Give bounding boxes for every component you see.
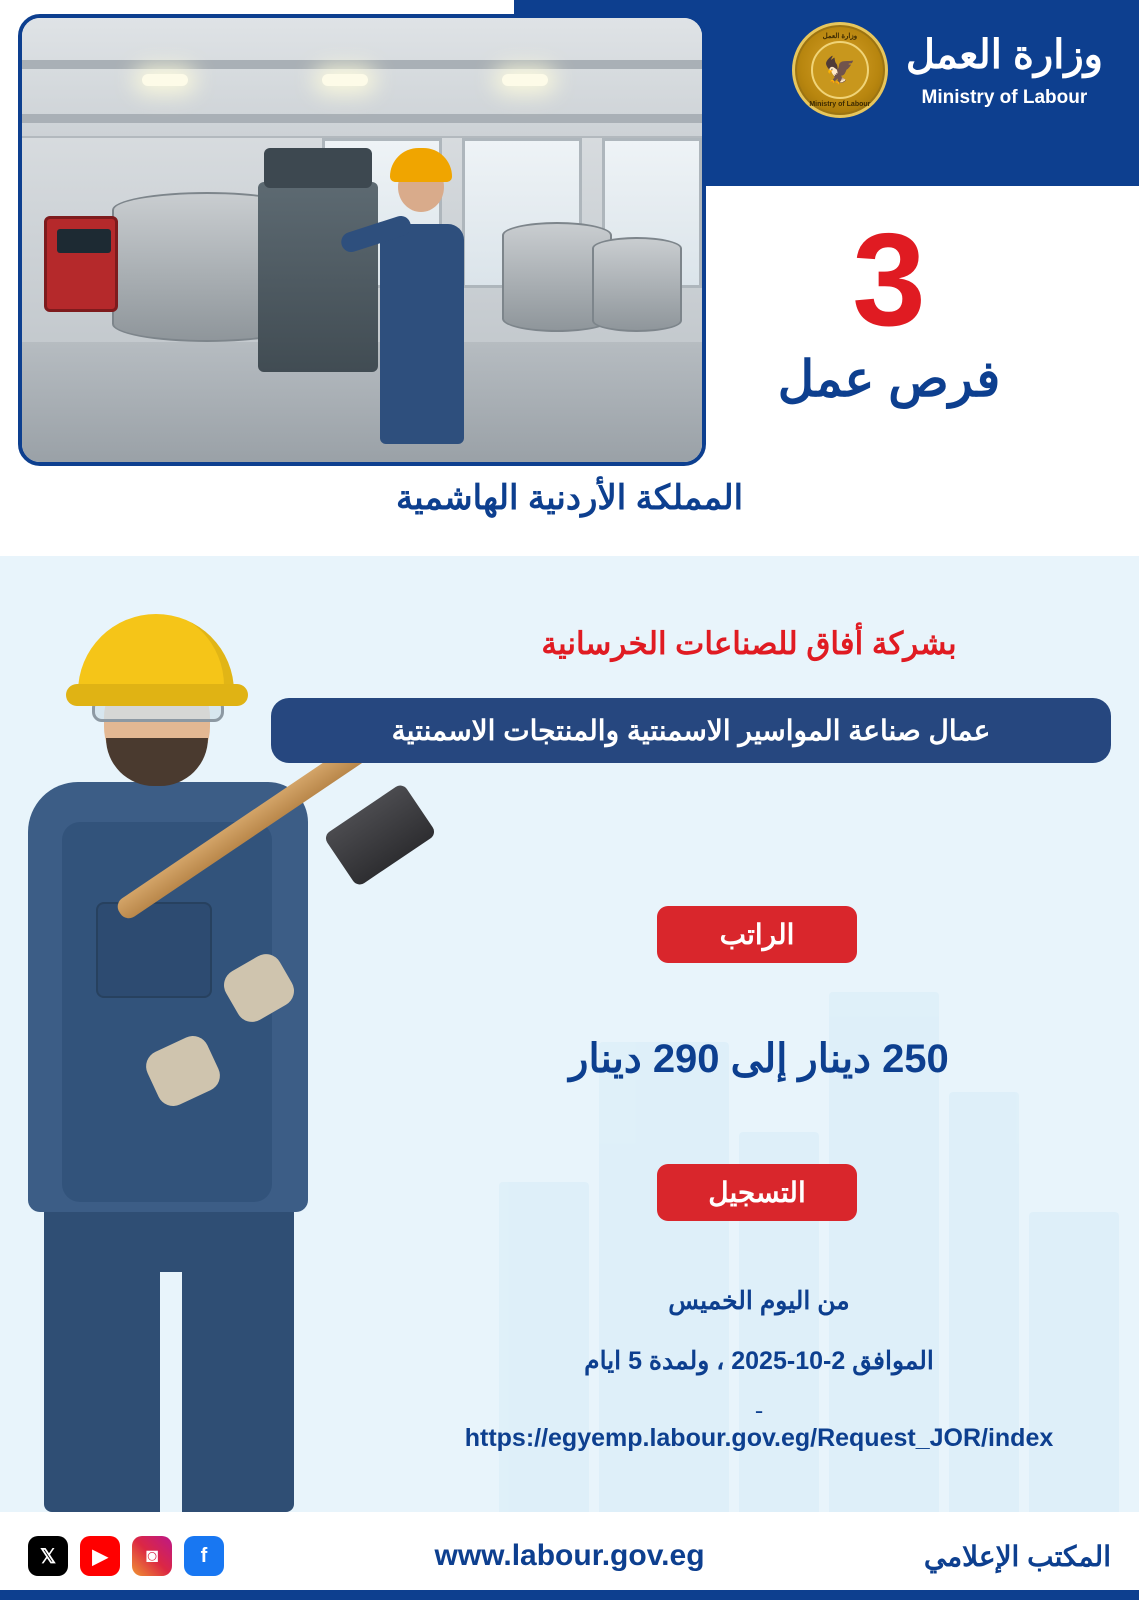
ceiling-light-icon — [502, 74, 548, 86]
company-name: بشركة أفاق للصناعات الخرسانية — [541, 626, 957, 661]
media-office-label: المكتب الإعلامي — [923, 1540, 1111, 1572]
x-icon[interactable]: 𝕏 — [28, 1536, 68, 1576]
eagle-icon: 🦅 — [823, 55, 857, 85]
ministry-name-ar: وزارة العمل — [905, 33, 1103, 77]
ministry-name-en: Ministry of Labour — [921, 87, 1088, 108]
hard-hat-brim — [66, 684, 248, 706]
poster-footer — [0, 1512, 1139, 1600]
sledgehammer-head-icon — [323, 782, 437, 887]
worker-leg-gap — [160, 1272, 182, 1512]
machine-head — [264, 148, 372, 188]
salary-badge: الراتب — [657, 906, 857, 963]
job-title-pill: عمال صناعة المواسير الاسمنتية والمنتجات الاسمنتية — [271, 698, 1111, 763]
seal-top-label: وزارة العمل — [822, 33, 858, 40]
footer-bar — [0, 1590, 1139, 1600]
social-links — [28, 1536, 224, 1576]
vacancy-count-number: 3 — [852, 206, 926, 353]
country-title: المملكة الأردنية الهاشمية — [395, 479, 744, 517]
registration-url[interactable]: https://egyemp.labour.gov.eg/Request_JOR/index — [464, 1424, 1054, 1452]
factory-worker — [362, 144, 482, 444]
salary-value: 250 دينار إلى 290 دينار — [569, 1037, 949, 1081]
seal-inner — [811, 41, 869, 99]
vacancy-count — [639, 206, 1139, 408]
registration-dates: الموافق 2-10-2025 ، ولمدة 5 ايام — [584, 1347, 934, 1375]
control-panel — [44, 216, 118, 312]
ministry-seal-icon — [792, 22, 888, 118]
hard-hat-icon — [390, 148, 452, 182]
website-url[interactable]: www.labour.gov.eg — [434, 1539, 705, 1572]
ceiling-beam — [22, 114, 702, 123]
poster-body — [0, 556, 1139, 1512]
worker-pocket — [96, 902, 212, 998]
youtube-icon[interactable]: ▶ — [80, 1536, 120, 1576]
skyline-watermark — [419, 752, 1139, 1512]
vacancy-count-label: فرص عمل — [777, 351, 1001, 407]
registration-separator: ـ — [756, 1396, 762, 1418]
ministry-branding — [792, 22, 1103, 118]
worker-beard — [106, 738, 208, 786]
ministry-text — [906, 31, 1103, 109]
industrial-machine — [258, 182, 378, 372]
worker-body — [380, 224, 464, 444]
facebook-icon[interactable]: f — [184, 1536, 224, 1576]
ceiling-beam — [22, 60, 702, 69]
ceiling-light-icon — [322, 74, 368, 86]
ceiling-light-icon — [142, 74, 188, 86]
registration-badge: التسجيل — [657, 1164, 857, 1221]
control-screen — [57, 229, 111, 253]
factory-photo — [18, 14, 706, 466]
poster-header — [0, 0, 1139, 556]
registration-start: من اليوم الخميس — [668, 1287, 850, 1315]
instagram-icon[interactable]: ◙ — [132, 1536, 172, 1576]
seal-bottom-label: Ministry of Labour — [809, 101, 871, 108]
